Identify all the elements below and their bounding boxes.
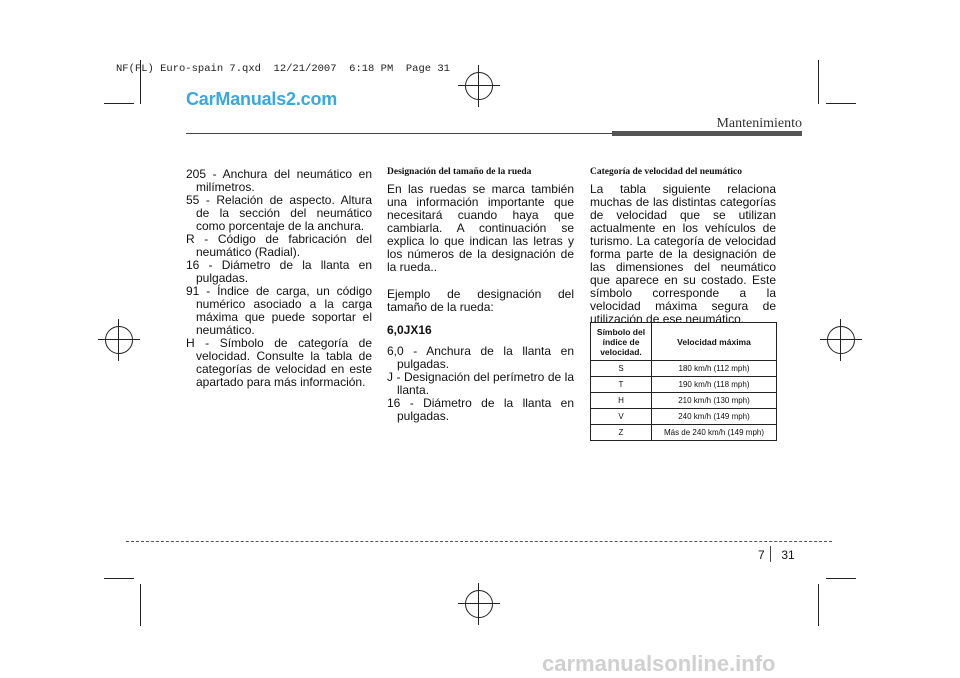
table-row — [591, 377, 777, 393]
table-cell: 180 km/h (112 mph) — [652, 361, 777, 377]
list-item: H - Símbolo de categoría de velocidad. Consulte la tabla de categorías de velocidad en este apartado para más información. — [186, 336, 372, 389]
paragraph: En las ruedas se marca también una información importante que necesitará cuando haya que cambiarla. A continuación se explica lo que indican las letras y los números de la designación de la rueda.. — [387, 182, 574, 274]
header-rule-accent — [612, 131, 802, 136]
section-heading: Categoría de velocidad del neumático — [590, 167, 742, 177]
table-cell: 190 km/h (118 mph) — [652, 377, 777, 393]
table-cell: S — [591, 361, 652, 377]
example-code: 6,0JX16 — [387, 323, 432, 337]
list-item: J - Designación del perímetro de la llanta. — [387, 370, 574, 397]
crop-mark — [104, 578, 134, 579]
table-cell: 240 km/h (149 mph) — [652, 409, 777, 425]
table-cell: 210 km/h (130 mph) — [652, 393, 777, 409]
table-row — [591, 409, 777, 425]
speed-table — [590, 322, 777, 441]
registration-target-bottom — [465, 590, 493, 618]
section-heading: Designación del tamaño de la rueda — [387, 167, 532, 177]
header-rule — [186, 133, 616, 134]
paragraph: La tabla siguiente relaciona muchas de las distintas categorías de velocidad que se utilizan actualmente en los vehículos de turismo. La categoría de velocidad forma parte de la designación de las dimensiones del neumático que aparece en su costado. Este símbolo corresponde a la velocidad máxima segura de utilización de ese neumático. — [590, 182, 776, 326]
table-cell: T — [591, 377, 652, 393]
list-item: 205 - Anchura del neumático en milímetros. — [186, 167, 372, 194]
column-speed-category — [590, 166, 776, 326]
file-header: NF(FL) Euro-spain 7.qxd 12/21/2007 6:18 PM Page 31 — [116, 63, 450, 75]
registration-target-right — [827, 326, 855, 354]
table-cell: Z — [591, 425, 652, 441]
table-cell: Más de 240 km/h (149 mph) — [652, 425, 777, 441]
table-cell: V — [591, 409, 652, 425]
list-item: R - Código de fabricación del neumático (Radial). — [186, 232, 372, 259]
crop-mark — [826, 103, 856, 104]
registration-target-left — [105, 326, 133, 354]
page-number-value: 31 — [781, 548, 795, 562]
table-header: Símbolo del índice de velocidad. — [591, 323, 652, 361]
list-item: 91 - Índice de carga, un código numérico asociado a la carga máxima que puede soportar el neumático. — [186, 284, 372, 337]
footer-rule — [126, 541, 832, 542]
page-number-separator — [770, 546, 771, 562]
chapter-number: 7 — [758, 548, 765, 562]
crop-mark — [818, 60, 819, 104]
crop-mark — [104, 103, 134, 104]
list-item: 55 - Relación de aspecto. Altura de la sección del neumático como porcentaje de la anchura. — [186, 193, 372, 233]
table-header: Velocidad máxima — [652, 323, 777, 361]
site-watermark: carmanualsonline.info — [542, 651, 776, 676]
list-item: 16 - Diámetro de la llanta en pulgadas. — [387, 396, 574, 423]
section-title: Mantenimiento — [716, 116, 802, 131]
table-row — [591, 361, 777, 377]
column-wheel-size — [387, 166, 574, 423]
crop-mark — [818, 584, 819, 626]
registration-target-top — [465, 72, 493, 100]
list-item: 6,0 - Anchura de la llanta en pulgadas. — [387, 344, 574, 371]
watermark-logo: CarManuals2.com — [186, 89, 338, 109]
paragraph: Ejemplo de designación del tamaño de la rueda: — [387, 287, 574, 314]
column-tire-code — [186, 168, 372, 389]
table-row — [591, 393, 777, 409]
table-row — [591, 425, 777, 441]
crop-mark — [140, 584, 141, 626]
list-item: 16 - Diámetro de la llanta en pulgadas. — [186, 258, 372, 285]
table-cell: H — [591, 393, 652, 409]
crop-mark — [826, 578, 856, 579]
page-number — [758, 548, 795, 562]
